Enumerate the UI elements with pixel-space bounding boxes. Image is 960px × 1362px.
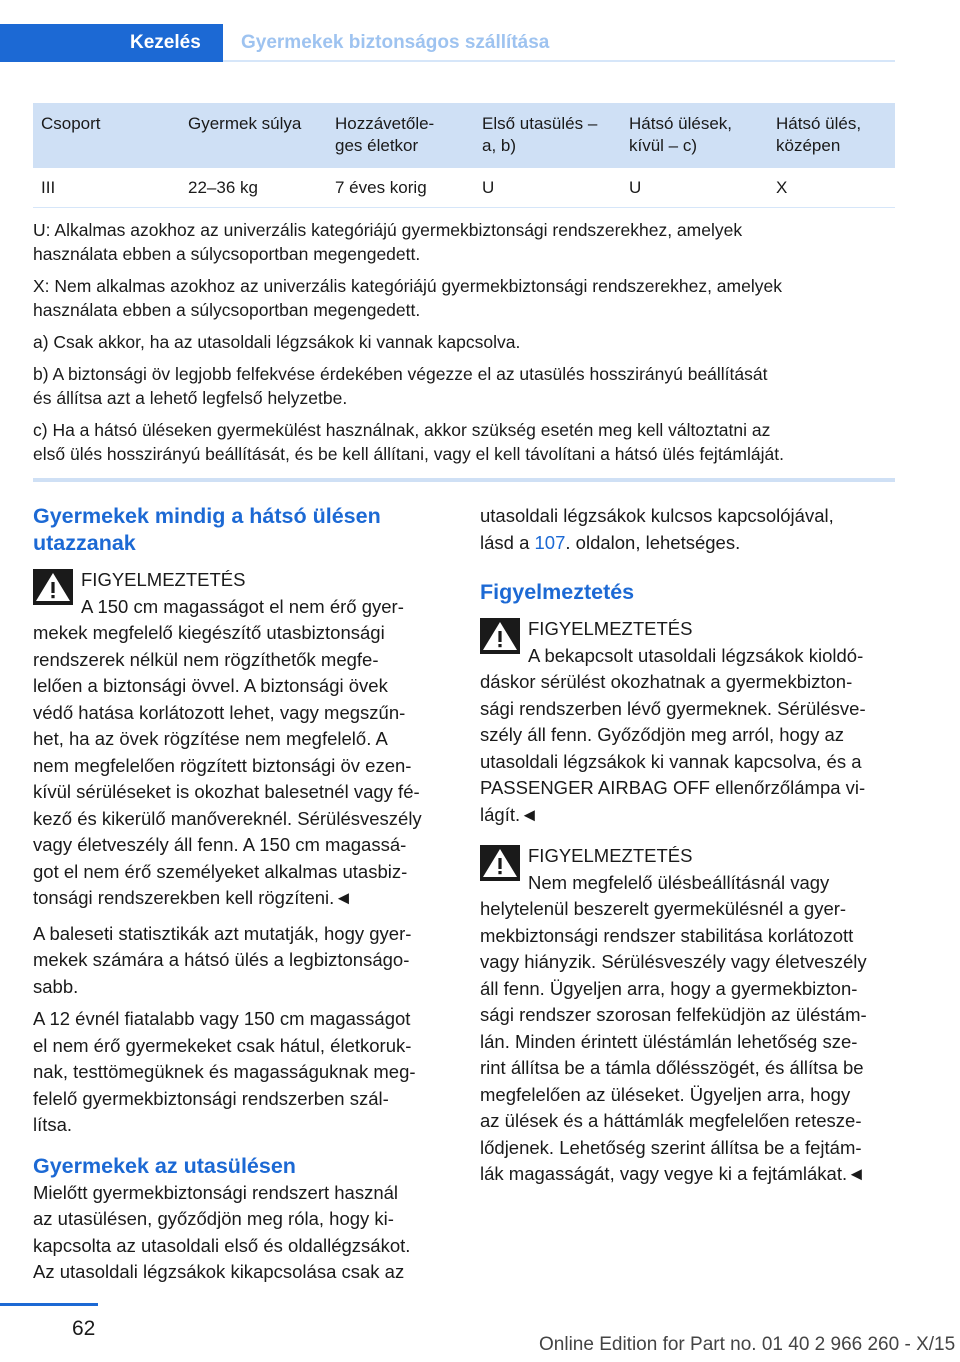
heading-warning: Figyelmeztetés — [480, 580, 635, 604]
page-reference-link[interactable]: 107 — [534, 531, 566, 553]
table-notes — [33, 208, 895, 466]
table-header-cell: Gyermek súlya — [188, 114, 302, 133]
table-row — [33, 168, 895, 208]
table-header-cell: Hátsó ülés, középen — [776, 114, 862, 155]
footer-divider — [0, 1303, 98, 1306]
warning-block — [480, 616, 895, 828]
heading-passenger-seat: Gyermekek az utasülésen — [33, 1153, 296, 1178]
table-header-cell: Hátsó ülések, kívül – c) — [629, 114, 732, 155]
warning-text: A 150 cm magasságot el nem érő gyer- mekek megfelelő kiegészítő utasbiztonsági rendszerek nélkül nem rögzíthetők megfe- lelően a biztonsági övvel. A biztonsági övek védő hatása korlátozott lehet, vagy megszűn- het, ha az övek rögzítése nem megfelelő. A nem megfelelően rögzített biztonsági öv ezen- kívül sérüléseket is okozhat balesetnél vagy fé- kező és kikerülő manővereknél. Sérülésveszély vagy életveszély áll fenn. A 150 cm magassá- got el nem érő személyeket alkalmas utasbiz- tonsági rendszerekben kell rögzíteni.◄ — [33, 595, 422, 908]
left-column — [33, 503, 448, 1286]
page-header — [0, 24, 960, 62]
table-cell: III — [41, 178, 56, 197]
table-note: U: Alkalmas azokhoz az univerzális kategóriájú gyermekbiztonsági rendszerekhez, amelyek használata ebben a súlycsoportban megengedett. — [33, 220, 743, 264]
table-note: X: Nem alkalmas azokhoz az univerzális kategóriájú gyermekbiztonsági rendszerekhez, amelyek használata ebben a súlycsoportban megengedett. — [33, 276, 782, 320]
table-note: b) A biztonsági öv legjobb felfekvése érdekében végezze el az utasülés hosszirányú beállítását és állítsa azt a lehető legfelső helyzetbe. — [33, 364, 768, 408]
page-number: 62 — [72, 1317, 96, 1340]
warning-block — [33, 567, 448, 912]
chapter-tab-label: Kezelés — [130, 32, 201, 53]
table-cell: U — [629, 178, 642, 197]
warning-block — [480, 843, 895, 1188]
paragraph: A 12 évnél fiatalabb vagy 150 cm magasságot el nem érő gyermekeket csak hátul, életkoruk- nak, testtömegüknek és magasságuknak meg- felelő gyermekbiztonsági rendszerben szál- lítsa. — [33, 1008, 416, 1135]
table-note: c) Ha a hátsó üléseken gyermekülést használnak, akkor szükség esetén meg kell változtatni az első ülés hosszirányú beállítását, és be kell állítani, vagy el kell távolítani a hátsó ülés fejtámláját. — [33, 420, 784, 464]
table-cell: 7 éves korig — [335, 178, 427, 197]
warning-triangle-icon — [480, 618, 520, 654]
warning-title: FIGYELMEZTETÉS — [528, 618, 693, 639]
paragraph: A baleseti statisztikák azt mutatják, hogy gyer- mekek számára a hátsó ülés a legbiztonságo- sabb. — [33, 922, 412, 997]
table-header-cell: Hozzávetőle- ges életkor — [335, 114, 435, 155]
chapter-tab[interactable] — [0, 24, 223, 62]
warning-title: FIGYELMEZTETÉS — [81, 569, 246, 590]
table-cell: X — [776, 178, 788, 197]
table-note: a) Csak akkor, ha az utasoldali légzsákok ki vannak kapcsolva. — [33, 332, 521, 352]
paragraph: Mielőtt gyermekbiztonsági rendszert használ az utasülésen, győződjön meg róla, hogy ki- kapcsolta az utasoldali első és oldallégzsákot. Az utasoldali légzsákok kikapcsolása csak az — [33, 1181, 411, 1282]
table-cell: 22–36 kg — [188, 178, 258, 197]
child-seat-table — [33, 103, 895, 474]
table-header-cell: Csoport — [41, 114, 101, 133]
paragraph: utasoldali légzsákok kulcsos kapcsolójával, lásd a 107. oldalon, lehetséges. — [480, 505, 834, 553]
right-column — [480, 503, 895, 1188]
warning-text: A bekapcsolt utasoldali légzsákok kioldó- dáskor sérülést okozhatnak a gyermekbizton- sági rendszerben lévő gyermeknek. Sérülésve- szély áll fenn. Győződjön meg arról, hogy az utasoldali légzsákok ki vannak kapcsolva, és a PASSENGER AIRBAG OFF ellenőrzőlámpa vi- lágít.◄ — [480, 644, 866, 825]
warning-title: FIGYELMEZTETÉS — [528, 845, 693, 866]
heading-rear-seat: Gyermekek mindig a hátsó ülésen utazzanak — [33, 504, 381, 555]
warning-triangle-icon — [480, 845, 520, 881]
warning-triangle-icon — [33, 569, 73, 605]
warning-text: Nem megfelelő ülésbeállításnál vagy helytelenül beszerelt gyermekülésnél a gyer- mekbiztonsági rendszer stabilitása korlátozott vagy hiányzik. Sérülésveszély vagy életveszély áll fenn. Ügyeljen arra, hogy a gyermekbizton- sági rendszer szorosan felfeküdjön az üléstám- lán. Minden érintett üléstámlán lehetőség sze- rint állítsa be a támla dőlésszögét, és állítsa be megfelelően az üléseket. Ügyeljen arra, hogy az ülések és a háttámlák megfelelően retesze- lődjenek. Lehetőség szerint állítsa be a fejtám- lák magasságát, vagy vegye ki a fejtámlákat.◄ — [480, 871, 867, 1184]
table-header-cell: Első utasülés – a, b) — [482, 114, 598, 155]
edition-note: Online Edition for Part no. 01 40 2 966 260 - X/15 — [539, 1334, 956, 1355]
header-divider — [223, 60, 895, 62]
section-tab[interactable]: Gyermekek biztonságos szállítása — [241, 32, 550, 53]
table-header-row — [33, 103, 895, 168]
table-divider — [33, 478, 895, 482]
table-cell: U — [482, 178, 495, 197]
